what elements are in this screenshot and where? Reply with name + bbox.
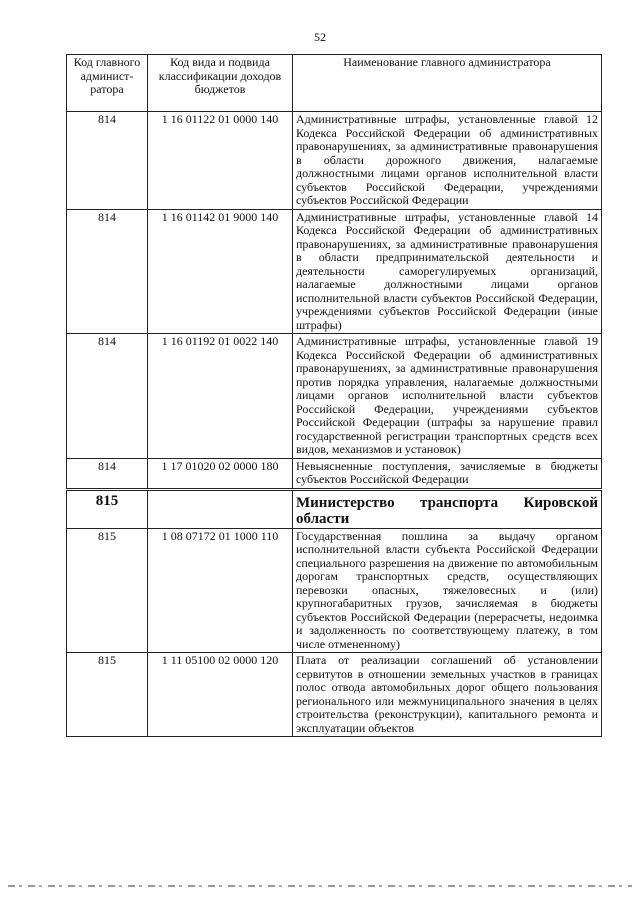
header-revenue-code: Код вида и подвида классификации доходов бюджетов: [148, 55, 293, 112]
admin-name-cell: Административные штрафы, установленные главой 12 Кодекса Российской Федерации об административных правонарушениях, за административные правонарушения в области дорожного движения, налагаемые должностными лицами органов исполнительной власти субъектов Российской Федерации, учреждениями субъектов Российской Федерации: [293, 112, 602, 210]
header-admin-name: Наименование главного администратора: [293, 55, 602, 112]
admin-code-cell: 814: [67, 112, 148, 210]
revenue-code-cell: 1 16 01192 01 0022 140: [148, 334, 293, 459]
admin-code-cell: 815: [67, 528, 148, 653]
admin-code-cell: 814: [67, 458, 148, 489]
revenue-code-cell: 1 08 07172 01 1000 110: [148, 528, 293, 653]
table-row: [67, 653, 602, 737]
revenue-code-cell: 1 16 01122 01 0000 140: [148, 112, 293, 210]
admin-code-cell: 814: [67, 209, 148, 334]
table-row: [67, 112, 602, 210]
revenue-code-cell: 1 16 01142 01 9000 140: [148, 209, 293, 334]
group-empty-cell: [148, 489, 293, 528]
admin-name-cell: Государственная пошлина за выдачу органом исполнительной власти субъекта Российской Федерации специального разрешения на движение по автомобильным дорогам транспортных средств, осуществляющих перевозки опасных, тяжеловесных и (или) крупногабаритных грузов, зачисляемая в бюджеты субъектов Российской Федерации (перерасчеты, недоимка и задолженность по соответствующему платежу, в том числе отмененному): [293, 528, 602, 653]
admin-name-cell: Административные штрафы, установленные главой 19 Кодекса Российской Федерации об административных правонарушениях, за административные правонарушения против порядка управления, налагаемые должностными лицами органов исполнительной власти субъектов Российской Федерации, учреждениями субъектов Российской Федерации (штрафы за нарушение правил государственной регистрации транспортных средств всех видов, механизмов и установок): [293, 334, 602, 459]
group-admin-name: Министерство транспорта Кировской области: [293, 489, 602, 528]
table-row: [67, 528, 602, 653]
admin-name-cell: Плата от реализации соглашений об установлении сервитутов в отношении земельных участков в границах полос отвода автомобильных дорог общего пользования регионального или межмуниципального значения в целях строительства (реконструкции), капитального ремонта и эксплуатации объектов: [293, 653, 602, 737]
revenue-administrators-table: [66, 54, 602, 737]
table-row: [67, 209, 602, 334]
header-admin-code: Код главного админист-ратора: [67, 55, 148, 112]
group-header-row: [67, 489, 602, 528]
admin-name-cell: Административные штрафы, установленные главой 14 Кодекса Российской Федерации об административных правонарушениях, за административные правонарушения в области предпринимательской деятельности и деятельности саморегулируемых организаций, налагаемые должностными лицами органов исполнительной власти субъектов Российской Федерации, учреждениями субъектов Российской Федерации (иные штрафы): [293, 209, 602, 334]
admin-name-cell: Невыясненные поступления, зачисляемые в бюджеты субъектов Российской Федерации: [293, 458, 602, 489]
table-row: [67, 334, 602, 459]
scan-artifact-line: [8, 885, 632, 887]
table-row: [67, 458, 602, 489]
admin-code-cell: 815: [67, 653, 148, 737]
table-header-row: [67, 55, 602, 112]
revenue-code-cell: 1 17 01020 02 0000 180: [148, 458, 293, 489]
revenue-code-cell: 1 11 05100 02 0000 120: [148, 653, 293, 737]
admin-code-cell: 814: [67, 334, 148, 459]
group-admin-code: 815: [67, 489, 148, 528]
page-number: 52: [314, 30, 326, 44]
